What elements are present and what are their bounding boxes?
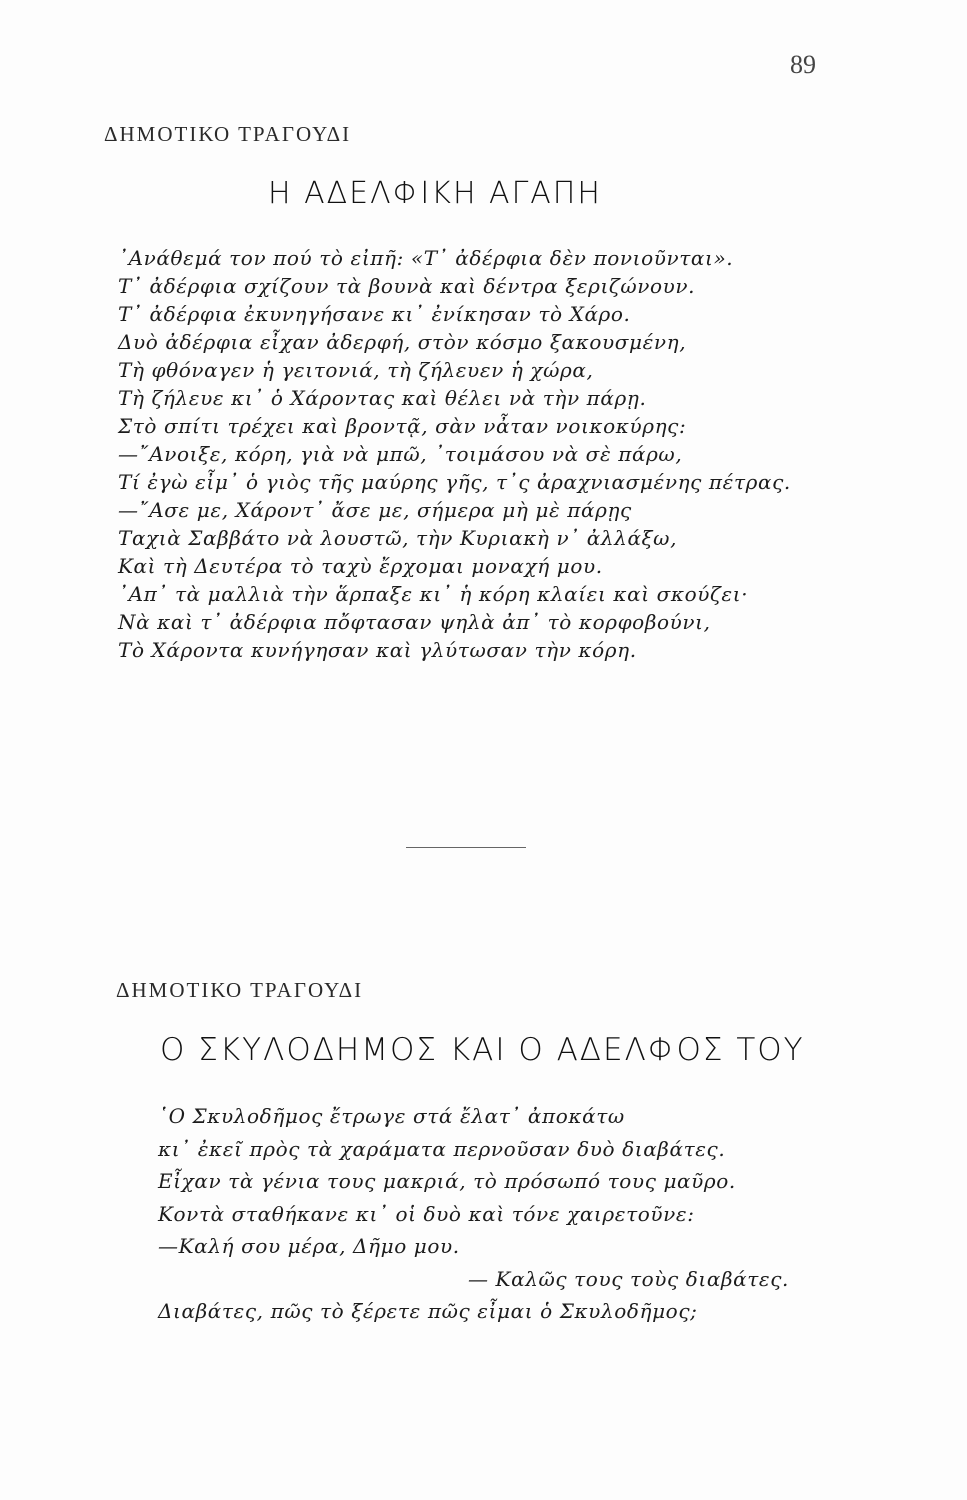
verse-line: Τ᾿ ἀδέρφια σχίζουν τὰ βουνὰ καὶ δέντρα ξεριζώνουν. bbox=[118, 274, 696, 298]
verse-line: Δυὸ ἀδέρφια εἶχαν ἀδερφή, στὸν κόσμο ξακουσμένη, bbox=[118, 330, 687, 354]
verse-line: Στὸ σπίτι τρέχει καὶ βροντᾷ, σὰν νἆταν νοικοκύρης: bbox=[118, 414, 687, 438]
verse-line: Καὶ τὴ Δευτέρα τὸ ταχὺ ἔρχομαι μοναχή μου. bbox=[118, 554, 603, 578]
verse-line: —῎Ανοιξε, κόρη, γιὰ νὰ μπῶ, ᾿τοιμάσου νὰ σὲ πάρω, bbox=[118, 442, 683, 466]
verse-line: Τὴ φθόναγεν ἡ γειτονιά, τὴ ζήλευεν ἡ χώρα, bbox=[118, 358, 594, 382]
poem-2-genre-label: ΔΗΜΟΤΙΚΟ ΤΡΑΓΟΥΔΙ bbox=[116, 978, 364, 1002]
verse-line: Τί ἐγὼ εἶμ᾿ ὁ γιὸς τῆς μαύρης γῆς, τ᾿ς ἀραχνιασμένης πέτρας. bbox=[118, 470, 791, 494]
verse-line: Διαβάτες, πῶς τὸ ξέρετε πῶς εἶμαι ὁ Σκυλοδῆμος; bbox=[158, 1299, 698, 1323]
poem-2-verses bbox=[158, 1100, 789, 1328]
poem-2-title: Ο ΣΚΥΛΟΔΗΜΟΣ ΚΑΙ Ο ΑΔΕΛΦΟΣ ΤΟΥ bbox=[160, 1032, 805, 1068]
verse-line: —Καλή σου μέρα, Δῆμο μου. bbox=[158, 1234, 460, 1258]
verse-line: Τὸ Χάροντα κυνήγησαν καὶ γλύτωσαν τὴν κόρη. bbox=[118, 638, 637, 662]
verse-line: Τὴ ζήλευε κι᾿ ὁ Χάροντας καὶ θέλει νὰ τὴν πάρῃ. bbox=[118, 386, 647, 410]
poem-1-title: Η ΑΔΕΛΦΙΚΗ ΑΓΑΠΗ bbox=[268, 176, 602, 211]
poem-1-genre-label: ΔΗΜΟΤΙΚΟ ΤΡΑΓΟΥΔΙ bbox=[104, 122, 352, 146]
verse-line: Ταχιὰ Σαββάτο νὰ λουστῶ, τὴν Κυριακὴ ν᾿ ἀλλάξω, bbox=[118, 526, 678, 550]
section-divider bbox=[406, 847, 526, 848]
verse-line: Κοντὰ σταθήκανε κι᾿ οἱ δυὸ καὶ τόνε χαιρετοῦνε: bbox=[158, 1201, 695, 1226]
verse-line: — Καλῶς τους τοὺς διαβάτες. bbox=[468, 1266, 790, 1291]
verse-line: —῎Ασε με, Χάροντ᾿ ἄσε με, σήμερα μὴ μὲ πάρῃς bbox=[118, 498, 632, 522]
poem-1-verses bbox=[118, 244, 791, 664]
verse-line: Τ᾿ ἀδέρφια ἐκυνηγήσανε κι᾿ ἐνίκησαν τὸ Χάρο. bbox=[118, 302, 631, 326]
verse-line: ῾Ο Σκυλοδῆμος ἔτρωγε στά ἔλατ᾿ ἀποκάτω bbox=[158, 1104, 625, 1128]
verse-line: κι᾿ ἐκεῖ πρὸς τὰ χαράματα περνοῦσαν δυὸ διαβάτες. bbox=[158, 1136, 726, 1161]
verse-line: Νὰ καὶ τ᾿ ἀδέρφια πὄφτασαν ψηλὰ ἀπ᾿ τὸ κορφοβούνι, bbox=[118, 610, 711, 634]
page-number: 89 bbox=[790, 50, 816, 79]
verse-line: Εἶχαν τὰ γένια τους μακριά, τὸ πρόσωπό τους μαῦρο. bbox=[158, 1169, 736, 1193]
verse-line: ᾿Ανάθεμά τον πού τὸ εἰπῆ: «Τ᾿ ἀδέρφια δὲν πονιοῦνται». bbox=[118, 246, 734, 270]
verse-line: ᾿Απ᾿ τὰ μαλλιὰ τὴν ἅρπαξε κι᾿ ἡ κόρη κλαίει καὶ σκούζει· bbox=[118, 582, 749, 606]
